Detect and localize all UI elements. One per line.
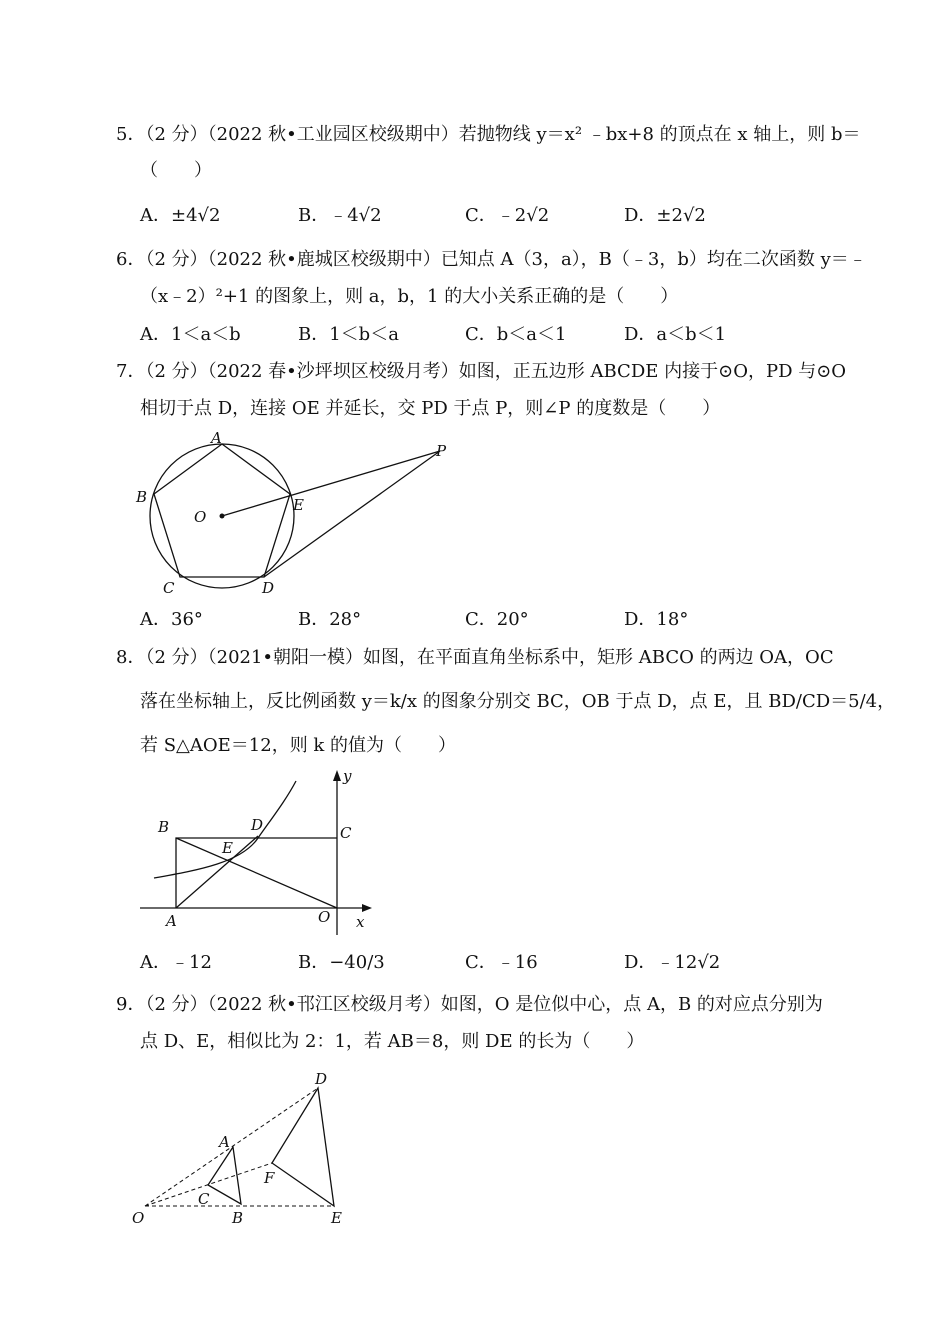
diagonal-ob — [176, 838, 337, 908]
q8-option-d: D．﹣12√2 — [624, 952, 721, 973]
center-point-o — [220, 514, 225, 519]
q6-stem-line1: 6．（2 分）（2022 秋•鹿城区校级期中）已知点 A（3，a），B（﹣3，b）均在二次函数 y＝﹣ — [116, 249, 867, 270]
label-a: A — [166, 912, 177, 930]
q5-options — [0, 203, 950, 229]
label-d: D — [251, 816, 264, 834]
label-c: C — [198, 1190, 210, 1208]
q5-option-b: B．﹣4√2 — [298, 205, 382, 226]
label-d: D — [315, 1070, 328, 1088]
q8-options — [0, 950, 950, 976]
q6-option-b: B．1＜b＜a — [298, 324, 399, 345]
q5-option-d: D．±2√2 — [624, 205, 706, 226]
y-axis-arrow — [333, 770, 341, 781]
q6-options — [0, 322, 950, 348]
q8-stem-line2: 落在坐标轴上，反比例函数 y＝k/x 的图象分别交 BC，OB 于点 D，点 E，且 BD/CD＝5/4， — [140, 691, 896, 712]
q7-options — [0, 607, 950, 633]
q7-stem-line2: 相切于点 D，连接 OE 并延长，交 PD 于点 P，则∠P 的度数是（ ） — [140, 398, 721, 419]
q5-option-c: C．﹣2√2 — [465, 205, 550, 226]
dashed-od — [145, 1088, 318, 1206]
label-c: C — [340, 824, 352, 842]
label-e: E — [293, 496, 304, 514]
q7-option-b: B．28° — [298, 609, 362, 630]
q7-stem-line1: 7．（2 分）（2022 春•沙坪坝区校级月考）如图，正五边形 ABCDE 内接于⊙O，PD 与⊙O — [116, 361, 847, 382]
label-o: O — [132, 1209, 145, 1227]
label-e: E — [222, 839, 233, 857]
q8-option-c: C．﹣16 — [465, 952, 538, 973]
label-o: O — [318, 908, 331, 926]
segment-op — [222, 451, 440, 516]
q6-stem-line2: （x﹣2）²+1 的图象上，则 a，b，1 的大小关系正确的是（ ） — [140, 286, 679, 307]
homothety-figure — [125, 1065, 365, 1235]
triangle-def — [272, 1088, 334, 1206]
q6-option-d: D．a＜b＜1 — [624, 324, 727, 345]
q6-option-a: A．1＜a＜b — [140, 324, 241, 345]
label-a: A — [219, 1133, 230, 1151]
q7-option-c: C．20° — [465, 609, 529, 630]
label-c: C — [163, 579, 175, 597]
q6-option-c: C．b＜a＜1 — [465, 324, 567, 345]
q8-option-b: B．−40/3 — [298, 952, 385, 973]
label-e: E — [331, 1209, 342, 1227]
q5-stem-line2: （ ） — [140, 160, 212, 181]
label-x: x — [356, 913, 365, 931]
label-p: P — [436, 442, 447, 460]
label-o: O — [194, 508, 207, 526]
regular-pentagon-abcde — [154, 444, 290, 577]
q8-stem-line3: 若 S△AOE＝12，则 k 的值为（ ） — [140, 735, 457, 756]
triangle-abc — [208, 1147, 241, 1204]
label-b: B — [232, 1209, 244, 1227]
q7-option-a: A．36° — [140, 609, 203, 630]
label-b: B — [158, 818, 170, 836]
q8-option-a: A．﹣12 — [140, 952, 212, 973]
rectangle-hyperbola-figure — [130, 760, 380, 940]
hyperbola-curve — [154, 781, 296, 878]
label-y: y — [343, 767, 352, 785]
q5-option-a: A．±4√2 — [140, 205, 221, 226]
label-a: A — [211, 429, 222, 447]
q7-option-d: D．18° — [624, 609, 689, 630]
q8-stem-line1: 8．（2 分）（2021•朝阳一模）如图，在平面直角坐标系中，矩形 ABCO 的两边 OA，OC — [116, 647, 834, 668]
x-axis-arrow — [362, 904, 372, 912]
pentagon-figure — [120, 425, 460, 605]
q9-stem-line1: 9．（2 分）（2022 秋•邗江区校级月考）如图，O 是位似中心，点 A，B 的对应点分别为 — [116, 994, 823, 1015]
q9-stem-line2: 点 D、E，相似比为 2：1，若 AB＝8，则 DE 的长为（ ） — [140, 1031, 645, 1052]
label-f: F — [264, 1169, 275, 1187]
q5-stem-line1: 5．（2 分）（2022 秋•工业园区校级期中）若抛物线 y＝x² ﹣bx+8 的顶点在 x 轴上，则 b＝ — [116, 124, 861, 145]
label-d: D — [262, 579, 275, 597]
segment-pd — [264, 451, 440, 577]
label-b: B — [136, 488, 148, 506]
